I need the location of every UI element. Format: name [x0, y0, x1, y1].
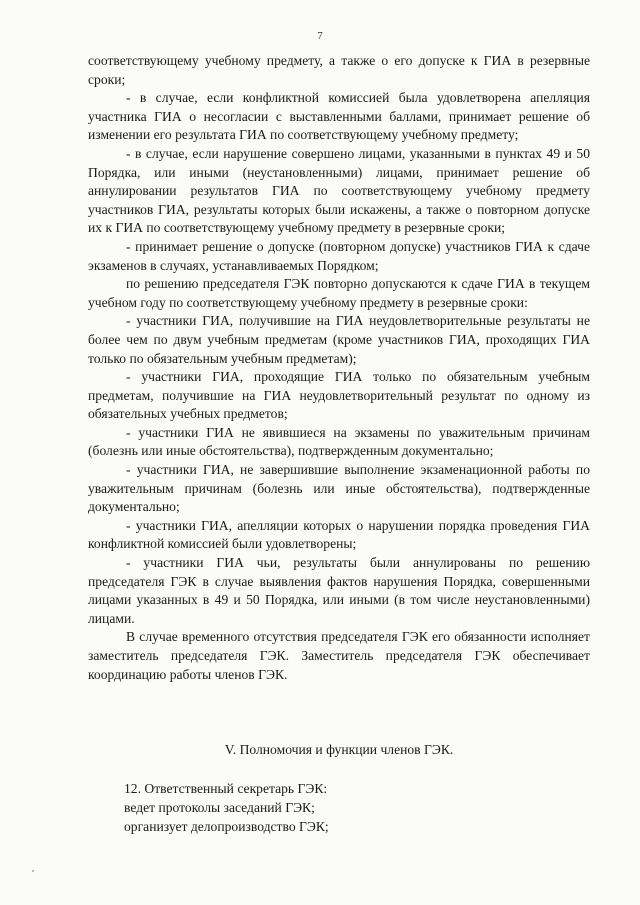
paragraph: В случае временного отсутствия председателя ГЭК его обязанности исполняет заместитель председателя ГЭК. Заместитель председателя ГЭК обеспечивает координацию работы членов ГЭК.	[88, 629, 590, 682]
paragraph: - в случае, если нарушение совершено лицами, указанными в пунктах 49 и 50 Порядка, или иными (неустановленными) лицами, принимает решение об аннулировании результатов ГИА по соответствующему учебному предмету участников ГИА, результаты которых были искажены, а также о повторном допуске их к ГИА по соответствующему учебному предмету в резервные сроки;	[88, 145, 590, 236]
section-item: 12. Ответственный секретарь ГЭК:	[124, 781, 328, 796]
scan-speck	[32, 870, 34, 872]
paragraph: - принимает решение о допуске (повторном допуске) участников ГИА к сдаче экзаменов в случаях, устанавливаемых Порядком;	[88, 238, 590, 273]
section-items	[124, 779, 590, 836]
section-item: ведет протоколы заседаний ГЭК;	[124, 800, 315, 815]
paragraph: - участники ГИА, получившие на ГИА неудовлетворительные результаты не более чем по двум учебным предметам (кроме участников ГИА, проходящих ГИА только по обязательным учебным предметам);	[88, 313, 590, 366]
paragraph: - участники ГИА, не завершившие выполнение экзаменационной работы по уважительным причинам (болезнь или иные обстоятельства), подтвержденные документально;	[88, 462, 590, 515]
section-heading: V. Полномочия и функции членов ГЭК.	[224, 742, 454, 757]
body-text	[88, 52, 590, 684]
paragraph: соответствующему учебному предмету, а также о его допуске к ГИА в резервные сроки;	[88, 53, 590, 87]
paragraph: - участники ГИА чьи, результаты были аннулированы по решению председателя ГЭК в случае выявления фактов нарушения Порядка, совершенными лицами указанных в 49 и 50 Порядка, или иными (в том числе неустановленными) лицами.	[88, 555, 590, 626]
paragraph: - участники ГИА не явившиеся на экзамены по уважительным причинам (болезнь или иные обстоятельства), подтвержденным документально;	[88, 424, 590, 459]
paragraph: - в случае, если конфликтной комиссией была удовлетворена апелляция участника ГИА о несогласии с выставленными баллами, принимает решение об изменении его результата ГИА по соответствующему учебному предмету;	[88, 90, 590, 143]
paragraph: - участники ГИА, проходящие ГИА только по обязательным учебным предметам, получившие на ГИА неудовлетворительный результат по одному из обязательных учебных предметов;	[88, 369, 590, 422]
page-number: 7	[317, 30, 323, 42]
paragraph: по решению председателя ГЭК повторно допускаются к сдаче ГИА в текущем учебном году по соответствующему учебному предмету в резервные сроки:	[88, 276, 590, 310]
section-item: организует делопроизводство ГЭК;	[124, 819, 329, 834]
paragraph: - участники ГИА, апелляции которых о нарушении порядка проведения ГИА конфликтной комиссией были удовлетворены;	[88, 517, 590, 552]
